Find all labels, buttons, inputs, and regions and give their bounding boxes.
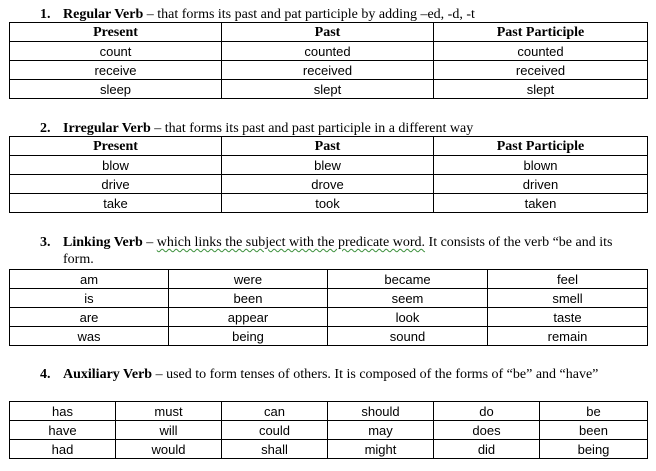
irregular-verb-table (9, 136, 648, 213)
section-2-description: – that forms its past and past participle in a different way (150, 121, 474, 136)
table-row (10, 194, 648, 213)
table-row (10, 156, 648, 175)
table-cell: blown (434, 156, 648, 175)
table-cell: received (434, 61, 648, 80)
table-cell: was (10, 327, 169, 346)
table-row (10, 270, 648, 289)
header-past: Past (222, 137, 434, 156)
header-present: Present (10, 137, 222, 156)
table-row (10, 175, 648, 194)
table-cell: do (434, 402, 540, 421)
section-2-heading (40, 120, 644, 137)
table-cell: sleep (10, 80, 222, 99)
table-cell: be (540, 402, 648, 421)
table-cell: taste (488, 308, 648, 327)
section-3-description-rest: It consists of the verb “be and its form. (63, 235, 613, 267)
header-present: Present (10, 23, 222, 42)
table-row (10, 421, 648, 440)
auxiliary-verb-table (9, 401, 648, 459)
table-cell: had (10, 440, 116, 459)
table-row (10, 80, 648, 99)
section-2-number: 2. (40, 121, 51, 136)
table-cell: been (169, 289, 328, 308)
table-cell: has (10, 402, 116, 421)
table-cell: blow (10, 156, 222, 175)
table-cell: drive (10, 175, 222, 194)
table-cell: became (328, 270, 488, 289)
table-cell: are (10, 308, 169, 327)
section-3-heading (40, 234, 644, 268)
section-3-number: 3. (40, 235, 51, 250)
table-cell: sound (328, 327, 488, 346)
table-cell: may (328, 421, 434, 440)
section-2-term: Irregular Verb (63, 121, 151, 136)
table-cell: seem (328, 289, 488, 308)
table-cell: being (169, 327, 328, 346)
table-cell: will (116, 421, 222, 440)
section-3-description-lead: – (142, 235, 157, 250)
table-header-row (10, 137, 648, 156)
table-cell: have (10, 421, 116, 440)
section-1-number: 1. (40, 7, 51, 22)
regular-verb-table (9, 22, 648, 99)
table-cell: drove (222, 175, 434, 194)
table-row (10, 440, 648, 459)
header-past: Past (222, 23, 434, 42)
table-cell: count (10, 42, 222, 61)
table-cell: take (10, 194, 222, 213)
section-1-heading (40, 6, 644, 23)
table-row (10, 402, 648, 421)
table-cell: blew (222, 156, 434, 175)
table-cell: being (540, 440, 648, 459)
table-cell: slept (434, 80, 648, 99)
table-cell: must (116, 402, 222, 421)
section-4-heading (40, 366, 644, 383)
table-row (10, 289, 648, 308)
table-cell: might (328, 440, 434, 459)
table-row (10, 327, 648, 346)
section-4-description: – used to form tenses of others. It is composed of the forms of “be” and “have” (152, 367, 599, 382)
table-cell: counted (434, 42, 648, 61)
header-past-participle: Past Participle (434, 137, 648, 156)
table-cell: smell (488, 289, 648, 308)
table-cell: shall (222, 440, 328, 459)
table-cell: appear (169, 308, 328, 327)
table-cell: slept (222, 80, 434, 99)
section-1-description: – that forms its past and pat participle by adding –ed, -d, -t (143, 7, 475, 22)
table-cell: took (222, 194, 434, 213)
table-row (10, 42, 648, 61)
linking-verb-table (9, 269, 648, 346)
header-past-participle: Past Participle (434, 23, 648, 42)
table-cell: feel (488, 270, 648, 289)
table-row (10, 308, 648, 327)
section-4-number: 4. (40, 367, 51, 382)
table-header-row (10, 23, 648, 42)
table-cell: look (328, 308, 488, 327)
table-cell: should (328, 402, 434, 421)
section-1-term: Regular Verb (63, 7, 144, 22)
section-4-term: Auxiliary Verb (63, 367, 153, 382)
table-cell: were (169, 270, 328, 289)
table-cell: could (222, 421, 328, 440)
table-cell: remain (488, 327, 648, 346)
table-cell: does (434, 421, 540, 440)
section-3-description-flagged: which links the subject with the predicate word. (156, 235, 426, 250)
table-cell: taken (434, 194, 648, 213)
table-cell: driven (434, 175, 648, 194)
table-cell: can (222, 402, 328, 421)
table-cell: receive (10, 61, 222, 80)
table-row (10, 61, 648, 80)
table-cell: am (10, 270, 169, 289)
table-cell: did (434, 440, 540, 459)
table-cell: is (10, 289, 169, 308)
table-cell: would (116, 440, 222, 459)
section-3-term: Linking Verb (63, 235, 143, 250)
table-cell: received (222, 61, 434, 80)
table-cell: counted (222, 42, 434, 61)
table-cell: been (540, 421, 648, 440)
